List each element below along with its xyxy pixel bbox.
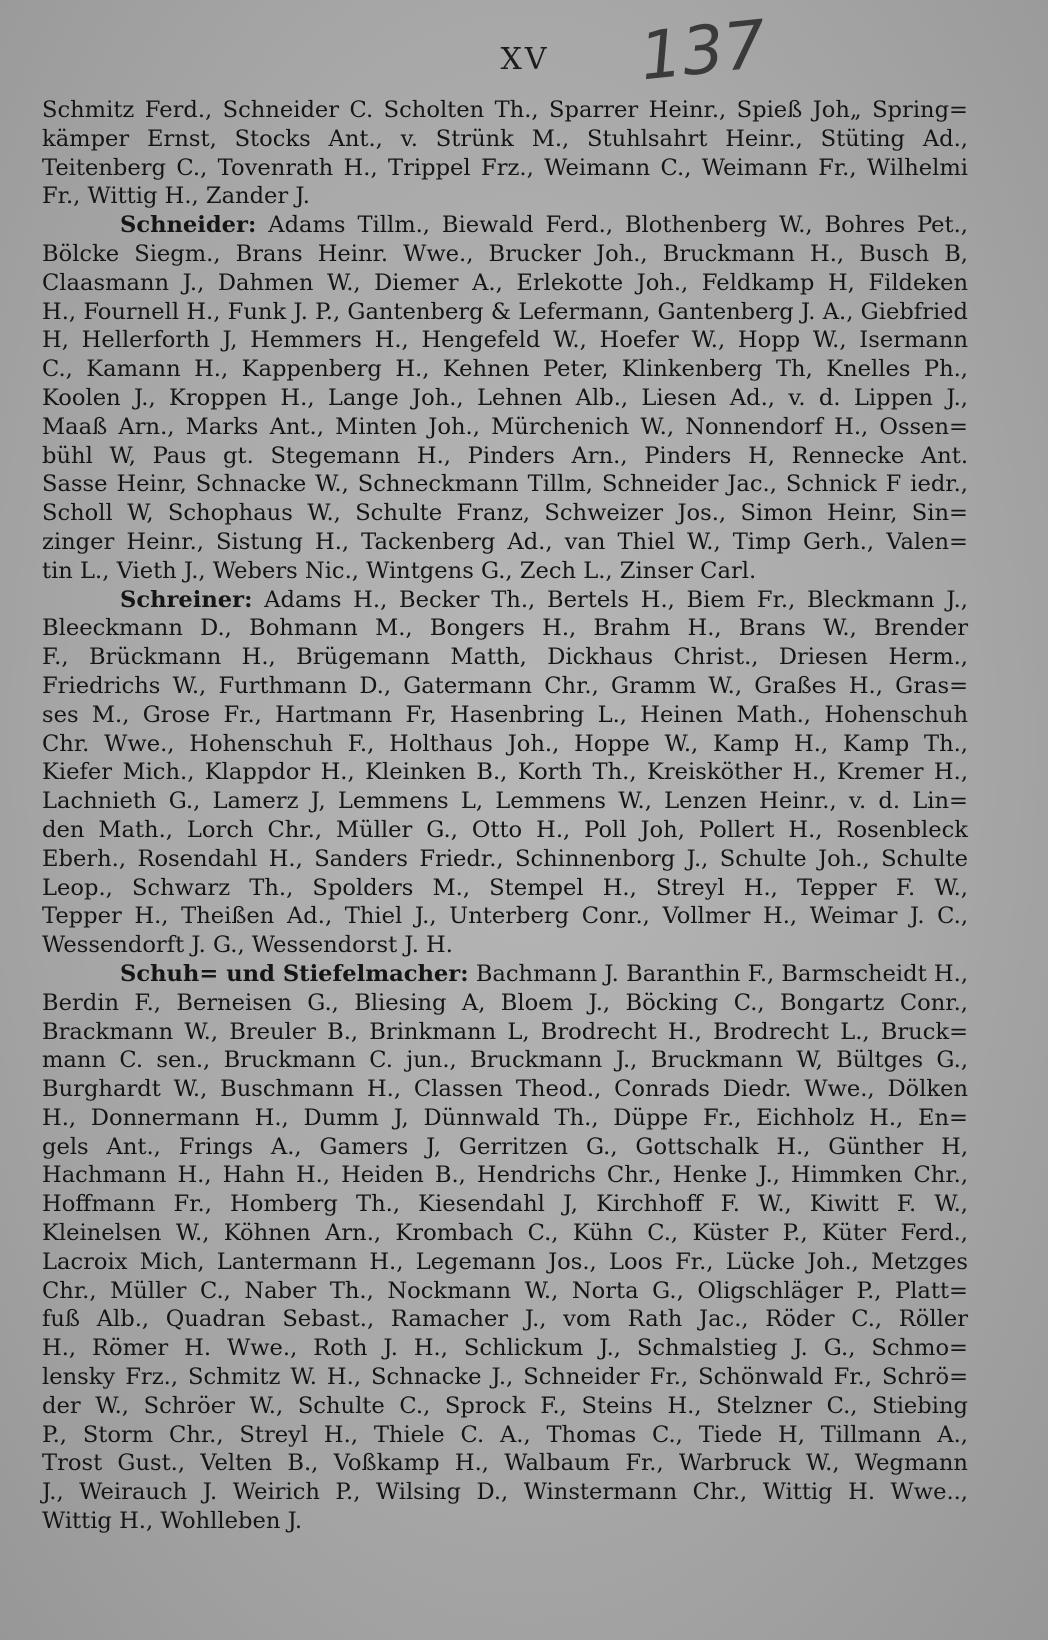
- text-line: [42, 586, 968, 615]
- trade-heading: Schuh= und Stiefelmacher:: [120, 960, 469, 987]
- line-text: Kleinelsen W., Köhnen Arn., Krombach C., Kühn C., Küster P., Küter Ferd.,: [42, 1220, 968, 1247]
- text-line: [42, 1363, 968, 1392]
- text-line: [42, 154, 968, 183]
- text-line: [42, 787, 968, 816]
- line-text: Maaß Arn., Marks Ant., Minten Joh., Mürchenich W., Nonnendorf H., Ossen=: [42, 413, 968, 440]
- trade-heading: Schneider:: [120, 212, 257, 239]
- line-text: H, Hellerforth J, Hemmers H., Hengefeld W., Hoefer W., Hopp W., Isermann: [42, 327, 968, 354]
- line-text: Koolen J., Kroppen H., Lange Joh., Lehnen Alb., Liesen Ad., v. d. Lippen J.,: [42, 384, 968, 411]
- text-line: [42, 499, 968, 528]
- text-line: [42, 96, 968, 125]
- trade-heading: Schreiner:: [120, 586, 253, 613]
- text-line: [42, 614, 968, 643]
- text-line: [42, 269, 968, 298]
- line-text: bühl W, Paus gt. Stegemann H., Pinders Arn., Pinders H, Rennecke Ant.: [42, 442, 968, 469]
- text-line: [42, 298, 968, 327]
- text-line: [42, 1104, 968, 1133]
- text-line: [42, 1018, 968, 1047]
- text-line: [42, 1190, 968, 1219]
- text-line: [42, 1507, 968, 1536]
- line-text: Teitenberg C., Tovenrath H., Trippel Frz., Weimann C., Weimann Fr., Wilhelmi: [42, 154, 968, 181]
- trade-section: [42, 960, 968, 1536]
- text-line: [42, 1133, 968, 1162]
- text-line: [42, 874, 968, 903]
- text-line: [42, 672, 968, 701]
- line-text: fuß Alb., Quadran Sebast., Ramacher J., vom Rath Jac., Röder C., Röller: [42, 1306, 968, 1333]
- text-line: [42, 211, 968, 240]
- text-line: [42, 989, 968, 1018]
- line-text: F., Brückmann H., Brügemann Matth, Dickhaus Christ., Driesen Herm.,: [42, 644, 968, 671]
- line-text: Adams H., Becker Th., Bertels H., Biem Fr., Bleckmann J.,: [264, 586, 968, 613]
- text-line: [42, 730, 968, 759]
- text-line: [42, 643, 968, 672]
- line-text: Sasse Heinr, Schnacke W., Schneckmann Tillm, Schneider Jac., Schnick F iedr.,: [42, 471, 968, 498]
- line-text: P., Storm Chr., Streyl H., Thiele C. A., Thomas C., Tiede H, Tillmann A.,: [42, 1421, 968, 1448]
- line-text: Friedrichs W., Furthmann D., Gatermann Chr., Gramm W., Graßes H., Gras=: [42, 672, 968, 699]
- line-text: Kiefer Mich., Klappdor H., Kleinken B., Korth Th., Kreisköther H., Kremer H.,: [42, 759, 968, 786]
- line-text: Lacroix Mich, Lantermann H., Legemann Jos., Loos Fr., Lücke Joh., Metzges: [42, 1248, 968, 1275]
- text-line: [42, 1392, 968, 1421]
- line-text: lensky Frz., Schmitz W. H., Schnacke J., Schneider Fr., Schönwald Fr., Schrö=: [42, 1364, 968, 1391]
- text-line: [42, 240, 968, 269]
- line-text: den Math., Lorch Chr., Müller G., Otto H., Poll Joh, Pollert H., Rosenbleck: [42, 816, 968, 843]
- line-text: Fr., Wittig H., Zander J.: [42, 183, 310, 210]
- line-text: H., Römer H. Wwe., Roth J. H., Schlickum J., Schmalstieg J. G., Schmo=: [42, 1335, 968, 1362]
- line-text: Lachnieth G., Lamerz J, Lemmens L, Lemmens W., Lenzen Heinr., v. d. Lin=: [42, 788, 968, 815]
- line-text: Hoffmann Fr., Homberg Th., Kiesendahl J, Kirchhoff F. W., Kiwitt F. W.,: [42, 1191, 968, 1218]
- line-text: Adams Tillm., Biewald Ferd., Blothenberg W., Bohres Pet.,: [268, 212, 968, 239]
- line-text: C., Kamann H., Kappenberg H., Kehnen Peter, Klinkenberg Th, Knelles Ph.,: [42, 356, 968, 383]
- line-text: H., Donnermann H., Dumm J, Dünnwald Th., Düppe Fr., Eichholz H., En=: [42, 1104, 968, 1131]
- line-text: Chr., Müller C., Naber Th., Nockmann W., Norta G., Oligschläger P., Platt=: [42, 1277, 968, 1304]
- line-text: zinger Heinr., Sistung H., Tackenberg Ad., van Thiel W., Timp Gerh., Valen=: [42, 528, 968, 555]
- text-line: [42, 1305, 968, 1334]
- line-text: Trost Gust., Velten B., Voßkamp H., Walbaum Fr., Warbruck W., Wegmann: [42, 1450, 968, 1477]
- line-text: H., Fournell H., Funk J. P., Gantenberg & Lefermann, Gantenberg J. A., Giebfried: [42, 298, 968, 325]
- line-text: Wessendorft J. G., Wessendorst J. H.: [42, 932, 453, 959]
- text-line: [42, 1161, 968, 1190]
- text-line: [42, 442, 968, 471]
- text-line: [42, 1478, 968, 1507]
- text-line: [42, 528, 968, 557]
- text-line: [42, 125, 968, 154]
- text-line: [42, 845, 968, 874]
- line-text: Schmitz Ferd., Schneider C. Scholten Th., Sparrer Heinr., Spieß Joh„ Spring=: [42, 97, 968, 123]
- text-line: [42, 960, 968, 989]
- line-text: tin L., Vieth J., Webers Nic., Wintgens G., Zech L., Zinser Carl.: [42, 557, 757, 584]
- line-text: der W., Schröer W., Schulte C., Sprock F., Steins H., Stelzner C., Stiebing: [42, 1392, 968, 1419]
- line-text: Bachmann J. Baranthin F., Barmscheidt H.,: [475, 960, 968, 987]
- text-line: [42, 1248, 968, 1277]
- text-line: [42, 1334, 968, 1363]
- line-text: Chr. Wwe., Hohenschuh F., Holthaus Joh., Hoppe W., Kamp H., Kamp Th.,: [42, 730, 968, 757]
- line-text: Leop., Schwarz Th., Spolders M., Stempel H., Streyl H., Tepper F. W.,: [42, 874, 968, 901]
- line-text: mann C. sen., Bruckmann C. jun., Bruckmann J., Bruckmann W, Bültges G.,: [42, 1047, 968, 1074]
- trade-section: [42, 586, 968, 960]
- line-text: Tepper H., Theißen Ad., Thiel J., Unterberg Conr., Vollmer H., Weimar J. C.,: [42, 903, 968, 930]
- line-text: ses M., Grose Fr., Hartmann Fr, Hasenbring L., Heinen Math., Hohenschuh: [42, 701, 968, 728]
- text-line: [42, 1277, 968, 1306]
- line-text: Hachmann H., Hahn H., Heiden B., Hendrichs Chr., Henke J., Himmken Chr.,: [42, 1162, 968, 1189]
- line-text: Bölcke Siegm., Brans Heinr. Wwe., Brucker Joh., Bruckmann H., Busch B,: [42, 240, 968, 267]
- line-text: Brackmann W., Breuler B., Brinkmann L, Brodrecht H., Brodrecht L., Bruck=: [42, 1018, 968, 1045]
- line-text: gels Ant., Frings A., Gamers J, Gerritzen G., Gottschalk H., Günther H,: [42, 1133, 968, 1160]
- line-text: Burghardt W., Buschmann H., Classen Theod., Conrads Diedr. Wwe., Dölken: [42, 1076, 968, 1103]
- text-line: [42, 1449, 968, 1478]
- text-line: [42, 182, 968, 211]
- line-text: kämper Ernst, Stocks Ant., v. Strünk M., Stuhlsahrt Heinr., Stüting Ad.,: [42, 125, 968, 152]
- text-line: [42, 557, 968, 586]
- text-line: [42, 816, 968, 845]
- text-line: [42, 1219, 968, 1248]
- trade-section: [42, 96, 968, 211]
- text-line: [42, 470, 968, 499]
- trade-section: [42, 211, 968, 585]
- directory-text: [42, 96, 968, 1536]
- text-line: [42, 902, 968, 931]
- text-line: [42, 1075, 968, 1104]
- text-line: [42, 355, 968, 384]
- text-line: [42, 413, 968, 442]
- handwritten-folio-number: 137: [636, 5, 770, 96]
- line-text: Bleeckmann D., Bohmann M., Bongers H., Brahm H., Brans W., Brender: [42, 615, 968, 642]
- line-text: Claasmann J., Dahmen W., Diemer A., Erlekotte Joh., Feldkamp H, Fildeken: [42, 269, 968, 296]
- text-line: [42, 1046, 968, 1075]
- line-text: Berdin F., Berneisen G., Bliesing A, Bloem J., Böcking C., Bongartz Conr.,: [42, 989, 968, 1016]
- text-line: [42, 931, 968, 960]
- line-text: J., Weirauch J. Weirich P., Wilsing D., Winstermann Chr., Wittig H. Wwe..,: [42, 1479, 968, 1506]
- line-text: Eberh., Rosendahl H., Sanders Friedr., Schinnenborg J., Schulte Joh., Schulte: [42, 845, 968, 872]
- text-line: [42, 326, 968, 355]
- text-line: [42, 384, 968, 413]
- page-number: XV: [500, 42, 550, 77]
- text-line: [42, 758, 968, 787]
- line-text: Wittig H., Wohlleben J.: [42, 1508, 303, 1535]
- text-line: [42, 1421, 968, 1450]
- text-line: [42, 701, 968, 730]
- line-text: Scholl W, Schophaus W., Schulte Franz, Schweizer Jos., Simon Heinr, Sin=: [42, 500, 968, 527]
